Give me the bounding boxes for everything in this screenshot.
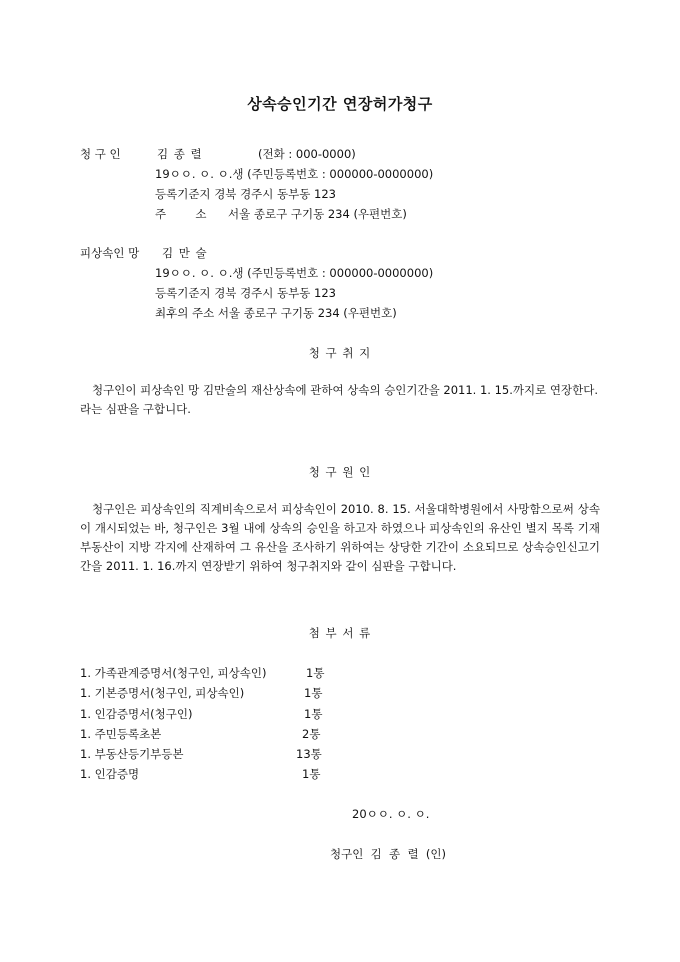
claimant-name: 김 종 렬 xyxy=(157,147,203,161)
attachment-qty: 1통 xyxy=(302,767,321,781)
deceased-last-address-line: 최후의 주소 서울 종로구 구기동 234 (우편번호) xyxy=(155,306,397,320)
signature-line: 청구인 김 종 렬 (인) xyxy=(330,847,446,861)
deceased-birth-line: 19ㅇㅇ. ㅇ. ㅇ.생 (주민등록번호 : 000000-0000000) xyxy=(155,266,434,280)
attachment-item xyxy=(80,685,360,701)
attachment-item xyxy=(80,766,360,782)
grounds-section xyxy=(80,500,600,576)
deceased-name: 김 만 술 xyxy=(162,246,208,260)
attachment-qty: 13통 xyxy=(296,747,322,761)
document-title: 상속승인기간 연장허가청구 xyxy=(247,95,433,113)
grounds-text: 청구인은 피상속인의 직계비속으로서 피상속인이 2010. 8. 15. 서울대학병원에서 사망함으로써 상속이 개시되었는 바, 청구인은 3월 내에 상속의 승인을 하고자 하였으나 피상속인의 유산인 별지 목록 기재 부동산이 지방 각지에 산재하여 그 유산을 조사하기 위하여는 상당한 기간이 소요되므로 상속승인신고기간을 2011. 1. 16.까지 연장받기 위하여 청구취지와 같이 심판을 구합니다. xyxy=(80,502,600,573)
attachment-name: 1. 인감증명 xyxy=(80,767,140,781)
attachment-name: 1. 기본증명서(청구인, 피상속인) xyxy=(80,686,245,700)
attachment-name: 1. 주민등록초본 xyxy=(80,727,162,741)
deceased-registry-line: 등록기준지 경북 경주시 동부동 123 xyxy=(155,286,336,300)
claimant-address-value: 서울 종로구 구기동 234 (우편번호) xyxy=(228,207,407,221)
claimant-birth-line: 19ㅇㅇ. ㅇ. ㅇ.생 (주민등록번호 : 000000-0000000) xyxy=(155,167,434,181)
purpose-text: 청구인이 피상속인 망 김만술의 재산상속에 관하여 상속의 승인기간을 2011. 1. 15.까지로 연장한다. xyxy=(92,383,598,397)
purpose-closing: 라는 심판을 구합니다. xyxy=(80,402,191,416)
purpose-heading: 청 구 취 지 xyxy=(308,346,372,360)
attachment-qty: 2통 xyxy=(302,727,321,741)
claimant-phone: (전화 : 000-0000) xyxy=(258,147,356,161)
attachment-qty: 1통 xyxy=(306,666,325,680)
attachment-name: 1. 부동산등기부등본 xyxy=(80,747,184,761)
attachment-item xyxy=(80,726,360,742)
document-date: 20ㅇㅇ. ㅇ. ㅇ. xyxy=(352,807,430,821)
deceased-role-label: 피상속인 망 xyxy=(80,246,140,260)
purpose-section xyxy=(80,381,600,419)
claimant-registry-line: 등록기준지 경북 경주시 동부동 123 xyxy=(155,187,336,201)
attachment-qty: 1통 xyxy=(304,707,323,721)
attachment-qty: 1통 xyxy=(304,686,323,700)
grounds-heading: 청 구 원 인 xyxy=(308,465,372,479)
attachment-name: 1. 가족관계증명서(청구인, 피상속인) xyxy=(80,666,267,680)
attachment-item xyxy=(80,706,360,722)
attachment-item xyxy=(80,746,360,762)
claimant-role-label: 청 구 인 xyxy=(80,147,121,161)
attachments-heading: 첨 부 서 류 xyxy=(308,626,372,640)
attachment-item xyxy=(80,665,360,681)
attachment-name: 1. 인감증명서(청구인) xyxy=(80,707,193,721)
claimant-address-label: 주 소 xyxy=(155,207,207,221)
